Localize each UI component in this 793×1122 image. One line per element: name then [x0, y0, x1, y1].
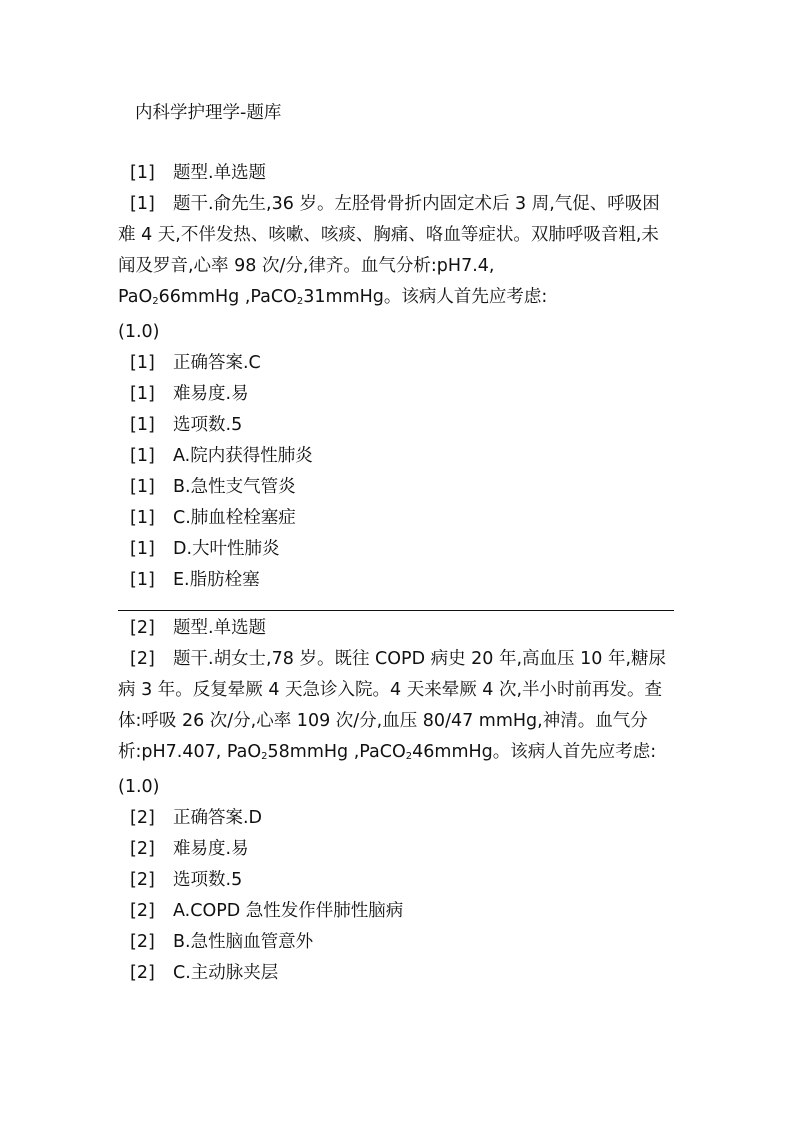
question-block-2: [2] 题型.单选题 [2] 题干.胡女士,78 岁。既往 COPD 病史 20 年,高血压 10 年,糖尿 病 3 年。反复晕厥 4 天急诊入院。4 天来晕厥 4 次,半小时前再发。查 体:呼吸 26 次/分,心率 109 次/分,血压 80/47 mmHg,神清。血气分 析:pH7.407, PaO$_2$58mmHg ,PaCO$_2$46mmHg。该病人首先应考虑: (1.0) [2] 正确答案.D [2] 难易度.易 [2] 选项数.5 [2] A.COPD 急性发作伴肺性脑病 [2] B.急性脑血管意外 [2] C.主动脉夹层: [118, 613, 678, 989]
question-type: 题型.单选题: [173, 618, 267, 638]
option-item: E.脂肪栓塞: [173, 570, 260, 590]
question-difficulty: 难易度.易: [173, 839, 249, 859]
option-item: C.主动脉夹层: [173, 963, 279, 983]
option-item: B.急性支气管炎: [173, 477, 296, 497]
question-score: (1.0): [118, 777, 160, 797]
question-tag: [1]: [130, 194, 155, 214]
option-item: A.COPD 急性发作伴肺性脑病: [173, 901, 404, 921]
question-answer: 正确答案.D: [173, 808, 263, 828]
document-page: [118, 98, 678, 989]
document-title: 内科学护理学-题库: [135, 103, 282, 123]
question-type: 题型.单选题: [173, 163, 267, 183]
question-stem-line: PaO$_2$66mmHg ,PaCO$_2$31mmHg。该病人首先应考虑:: [118, 287, 548, 307]
question-stem-line: 难 4 天,不伴发热、咳嗽、咳痰、胸痛、咯血等症状。双肺呼吸音粗,未: [118, 225, 659, 245]
question-stem-line: 闻及罗音,心率 98 次/分,律齐。血气分析:pH7.4,: [118, 256, 495, 276]
question-answer: 正确答案.C: [173, 353, 261, 373]
question-divider: [118, 610, 674, 611]
question-option-count: 选项数.5: [173, 870, 243, 890]
question-stem-line: 析:pH7.407, PaO$_2$58mmHg ,PaCO$_2$46mmHg。该病人首先应考虑:: [118, 742, 657, 762]
question-difficulty: 难易度.易: [173, 384, 249, 404]
question-stem-line: 题干.胡女士,78 岁。既往 COPD 病史 20 年,高血压 10 年,糖尿: [173, 649, 667, 669]
option-item: B.急性脑血管意外: [173, 932, 314, 952]
question-stem-line: 体:呼吸 26 次/分,心率 109 次/分,血压 80/47 mmHg,神清。血气分: [118, 711, 648, 731]
question-option-count: 选项数.5: [173, 415, 243, 435]
question-score: (1.0): [118, 322, 160, 342]
option-item: C.肺血栓栓塞症: [173, 508, 296, 528]
option-item: A.院内获得性肺炎: [173, 446, 313, 466]
question-stem-line: 病 3 年。反复晕厥 4 天急诊入院。4 天来晕厥 4 次,半小时前再发。查: [118, 680, 663, 700]
question-stem-line: 题干.俞先生,36 岁。左胫骨骨折内固定术后 3 周,气促、呼吸困: [173, 194, 660, 214]
question-block-1: [1] 题型.单选题 [1] 题干.俞先生,36 岁。左胫骨骨折内固定术后 3 周,气促、呼吸困 难 4 天,不伴发热、咳嗽、咳痰、胸痛、咯血等症状。双肺呼吸音粗,未 闻及罗音,心率 98 次/分,律齐。血气分析:pH7.4, PaO$_2$66mmHg ,PaCO$_2$31mmHg。该病人首先应考虑: (1.0) [1] 正确答案.C [1] 难易度.易 [1] 选项数.5 [1] A.院内获得性肺炎 [1] B.急性支气管炎 [1] C.肺血栓栓塞症 [1] D.大叶性肺炎 [1] E.脂肪栓塞: [118, 158, 678, 596]
question-tag: [1]: [130, 163, 155, 183]
option-item: D.大叶性肺炎: [173, 539, 280, 559]
